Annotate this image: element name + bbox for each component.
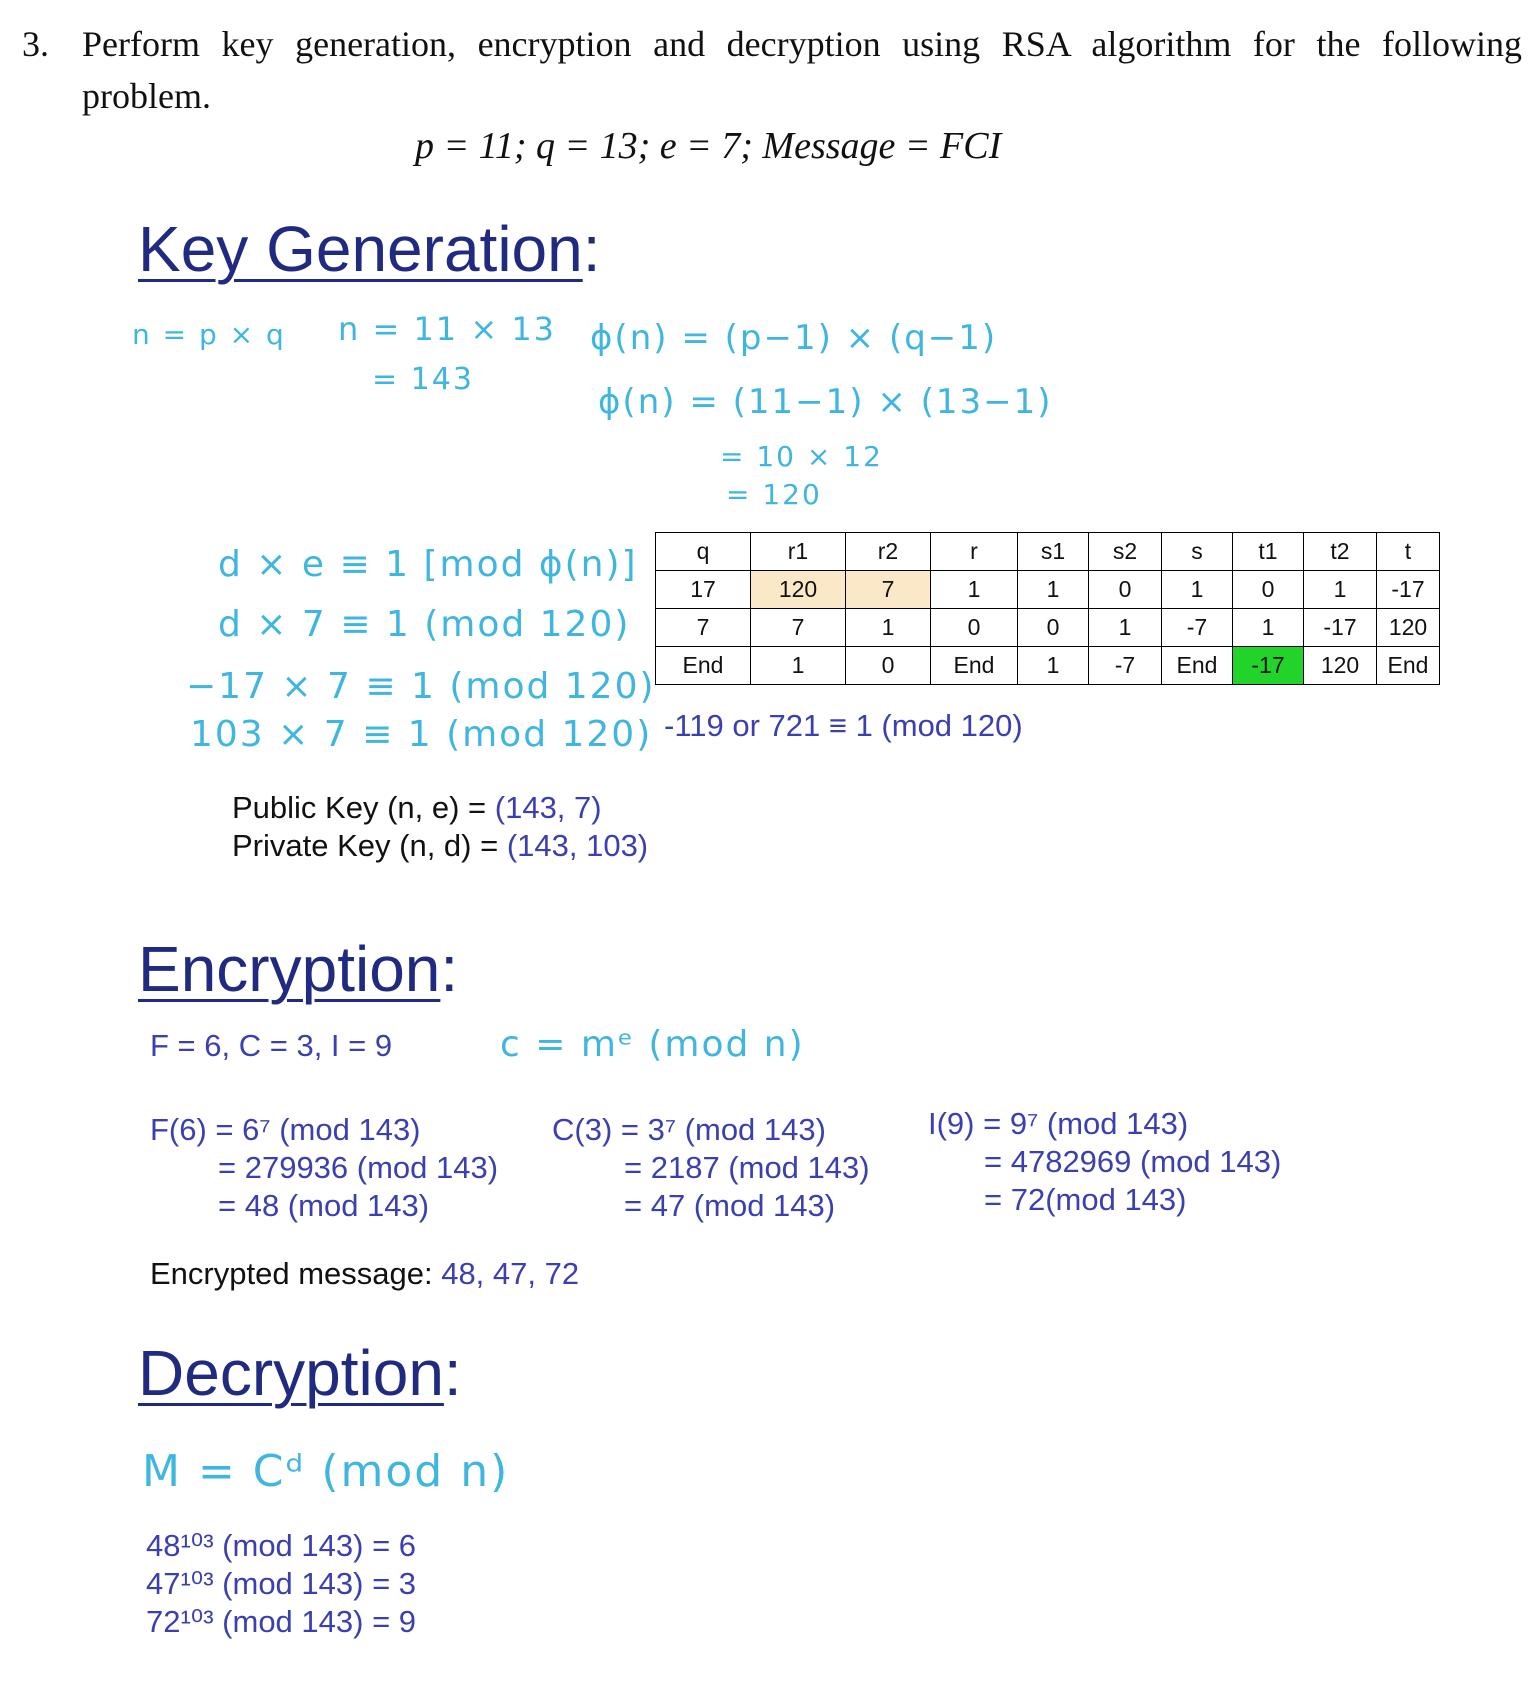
encryption-heading: Encryption: [138, 933, 459, 1005]
table-cell: 1 [1162, 571, 1233, 609]
decryption-line: 72¹⁰³ (mod 143) = 9 [146, 1604, 417, 1639]
table-cell: End [1162, 647, 1233, 685]
table-cell: -7 [1089, 647, 1162, 685]
table-cell: 0 [846, 647, 931, 685]
n-calc-2: = 143 [372, 362, 474, 397]
table-cell-highlighted: 120 [751, 571, 846, 609]
decryption-formula: M = Cᵈ (mod n) [142, 1446, 510, 1497]
table-cell: 120 [1377, 609, 1440, 647]
table-cell: 0 [1089, 571, 1162, 609]
phi-line-3: = 10 × 12 [720, 440, 883, 473]
table-cell: 120 [1304, 647, 1377, 685]
table-cell: 1 [1018, 647, 1089, 685]
header-cell: t2 [1304, 533, 1377, 571]
header-cell: r [931, 533, 1018, 571]
header-cell: q [656, 533, 751, 571]
header-cell: s1 [1018, 533, 1089, 571]
public-key-value: (143, 7) [494, 790, 602, 825]
extended-euclidean-table [655, 532, 1440, 685]
encrypted-message [150, 1256, 579, 1292]
table-cell: 0 [1018, 609, 1089, 647]
header-cell: t [1377, 533, 1440, 571]
table-header-row [656, 533, 1440, 571]
private-key-label: Private Key (n, d) = [232, 828, 507, 863]
question-line-2: problem. [82, 76, 211, 116]
public-key [232, 790, 602, 826]
table-cell: 7 [751, 609, 846, 647]
header-cell: t1 [1233, 533, 1304, 571]
decryption-heading: Decryption: [138, 1337, 462, 1409]
header-cell: s2 [1089, 533, 1162, 571]
table-cell: 1 [1304, 571, 1377, 609]
table-cell: 1 [846, 609, 931, 647]
header-cell: r1 [751, 533, 846, 571]
table-cell: 1 [1233, 609, 1304, 647]
question-number: 3. [22, 24, 49, 64]
phi-line-1: ϕ(n) = (p−1) × (q−1) [590, 318, 998, 358]
table-cell-highlighted: 7 [846, 571, 931, 609]
table-cell-result: -17 [1233, 647, 1304, 685]
table-cell: 7 [656, 609, 751, 647]
c-line-2: = 2187 (mod 143) [624, 1150, 870, 1185]
table-row [656, 647, 1440, 685]
private-key [232, 828, 648, 864]
public-key-label: Public Key (n, e) = [232, 790, 495, 825]
decryption-line: 48¹⁰³ (mod 143) = 6 [146, 1528, 417, 1563]
table-cell: 1 [931, 571, 1018, 609]
decryption-line: 47¹⁰³ (mod 143) = 3 [146, 1566, 417, 1601]
table-cell: 1 [751, 647, 846, 685]
encrypted-message-label: Encrypted message: [150, 1256, 442, 1291]
table-cell: End [656, 647, 751, 685]
header-cell: r2 [846, 533, 931, 571]
table-cell: 0 [931, 609, 1018, 647]
table-row [656, 609, 1440, 647]
table-cell: -17 [1377, 571, 1440, 609]
table-cell: End [1377, 647, 1440, 685]
key-generation-heading: Key Generation: [138, 213, 601, 285]
header-cell: s [1162, 533, 1233, 571]
c-line-1: C(3) = 3⁷ (mod 143) [552, 1112, 826, 1147]
d-line-1: d × e ≡ 1 [mod ϕ(n)] [218, 544, 638, 585]
i-line-2: = 4782969 (mod 143) [984, 1144, 1282, 1179]
table-cell: 0 [1233, 571, 1304, 609]
table-cell: End [931, 647, 1018, 685]
d-line-2: d × 7 ≡ 1 (mod 120) [218, 604, 631, 645]
i-line-1: I(9) = 9⁷ (mod 143) [928, 1106, 1189, 1141]
table-cell: -17 [1304, 609, 1377, 647]
encryption-formula: c = mᵉ (mod n) [500, 1024, 805, 1065]
table-row [656, 571, 1440, 609]
c-line-3: = 47 (mod 143) [624, 1188, 836, 1223]
d-line-4: 103 × 7 ≡ 1 (mod 120) [190, 714, 653, 755]
given-values: p = 11; q = 13; e = 7; Message = FCI [415, 125, 1002, 167]
phi-line-2: ϕ(n) = (11−1) × (13−1) [598, 382, 1053, 422]
n-formula: n = p × q [132, 318, 286, 351]
letter-mapping: F = 6, C = 3, I = 9 [150, 1028, 393, 1063]
n-calc-1: n = 11 × 13 [338, 310, 557, 348]
f-line-2: = 279936 (mod 143) [218, 1150, 499, 1185]
d-line-3: −17 × 7 ≡ 1 (mod 120) [186, 666, 656, 707]
i-line-3: = 72(mod 143) [984, 1182, 1187, 1217]
encrypted-message-value: 48, 47, 72 [441, 1256, 580, 1291]
table-cell: 17 [656, 571, 751, 609]
congruence-note: -119 or 721 ≡ 1 (mod 120) [664, 708, 1023, 743]
question-line-1: Perform key generation, encryption and decryption using RSA algorithm for the following [82, 24, 1522, 64]
table-cell: 1 [1089, 609, 1162, 647]
f-line-3: = 48 (mod 143) [218, 1188, 430, 1223]
phi-line-4: = 120 [726, 478, 822, 511]
private-key-value: (143, 103) [506, 828, 649, 863]
table-cell: -7 [1162, 609, 1233, 647]
f-line-1: F(6) = 6⁷ (mod 143) [150, 1112, 421, 1147]
table-cell: 1 [1018, 571, 1089, 609]
